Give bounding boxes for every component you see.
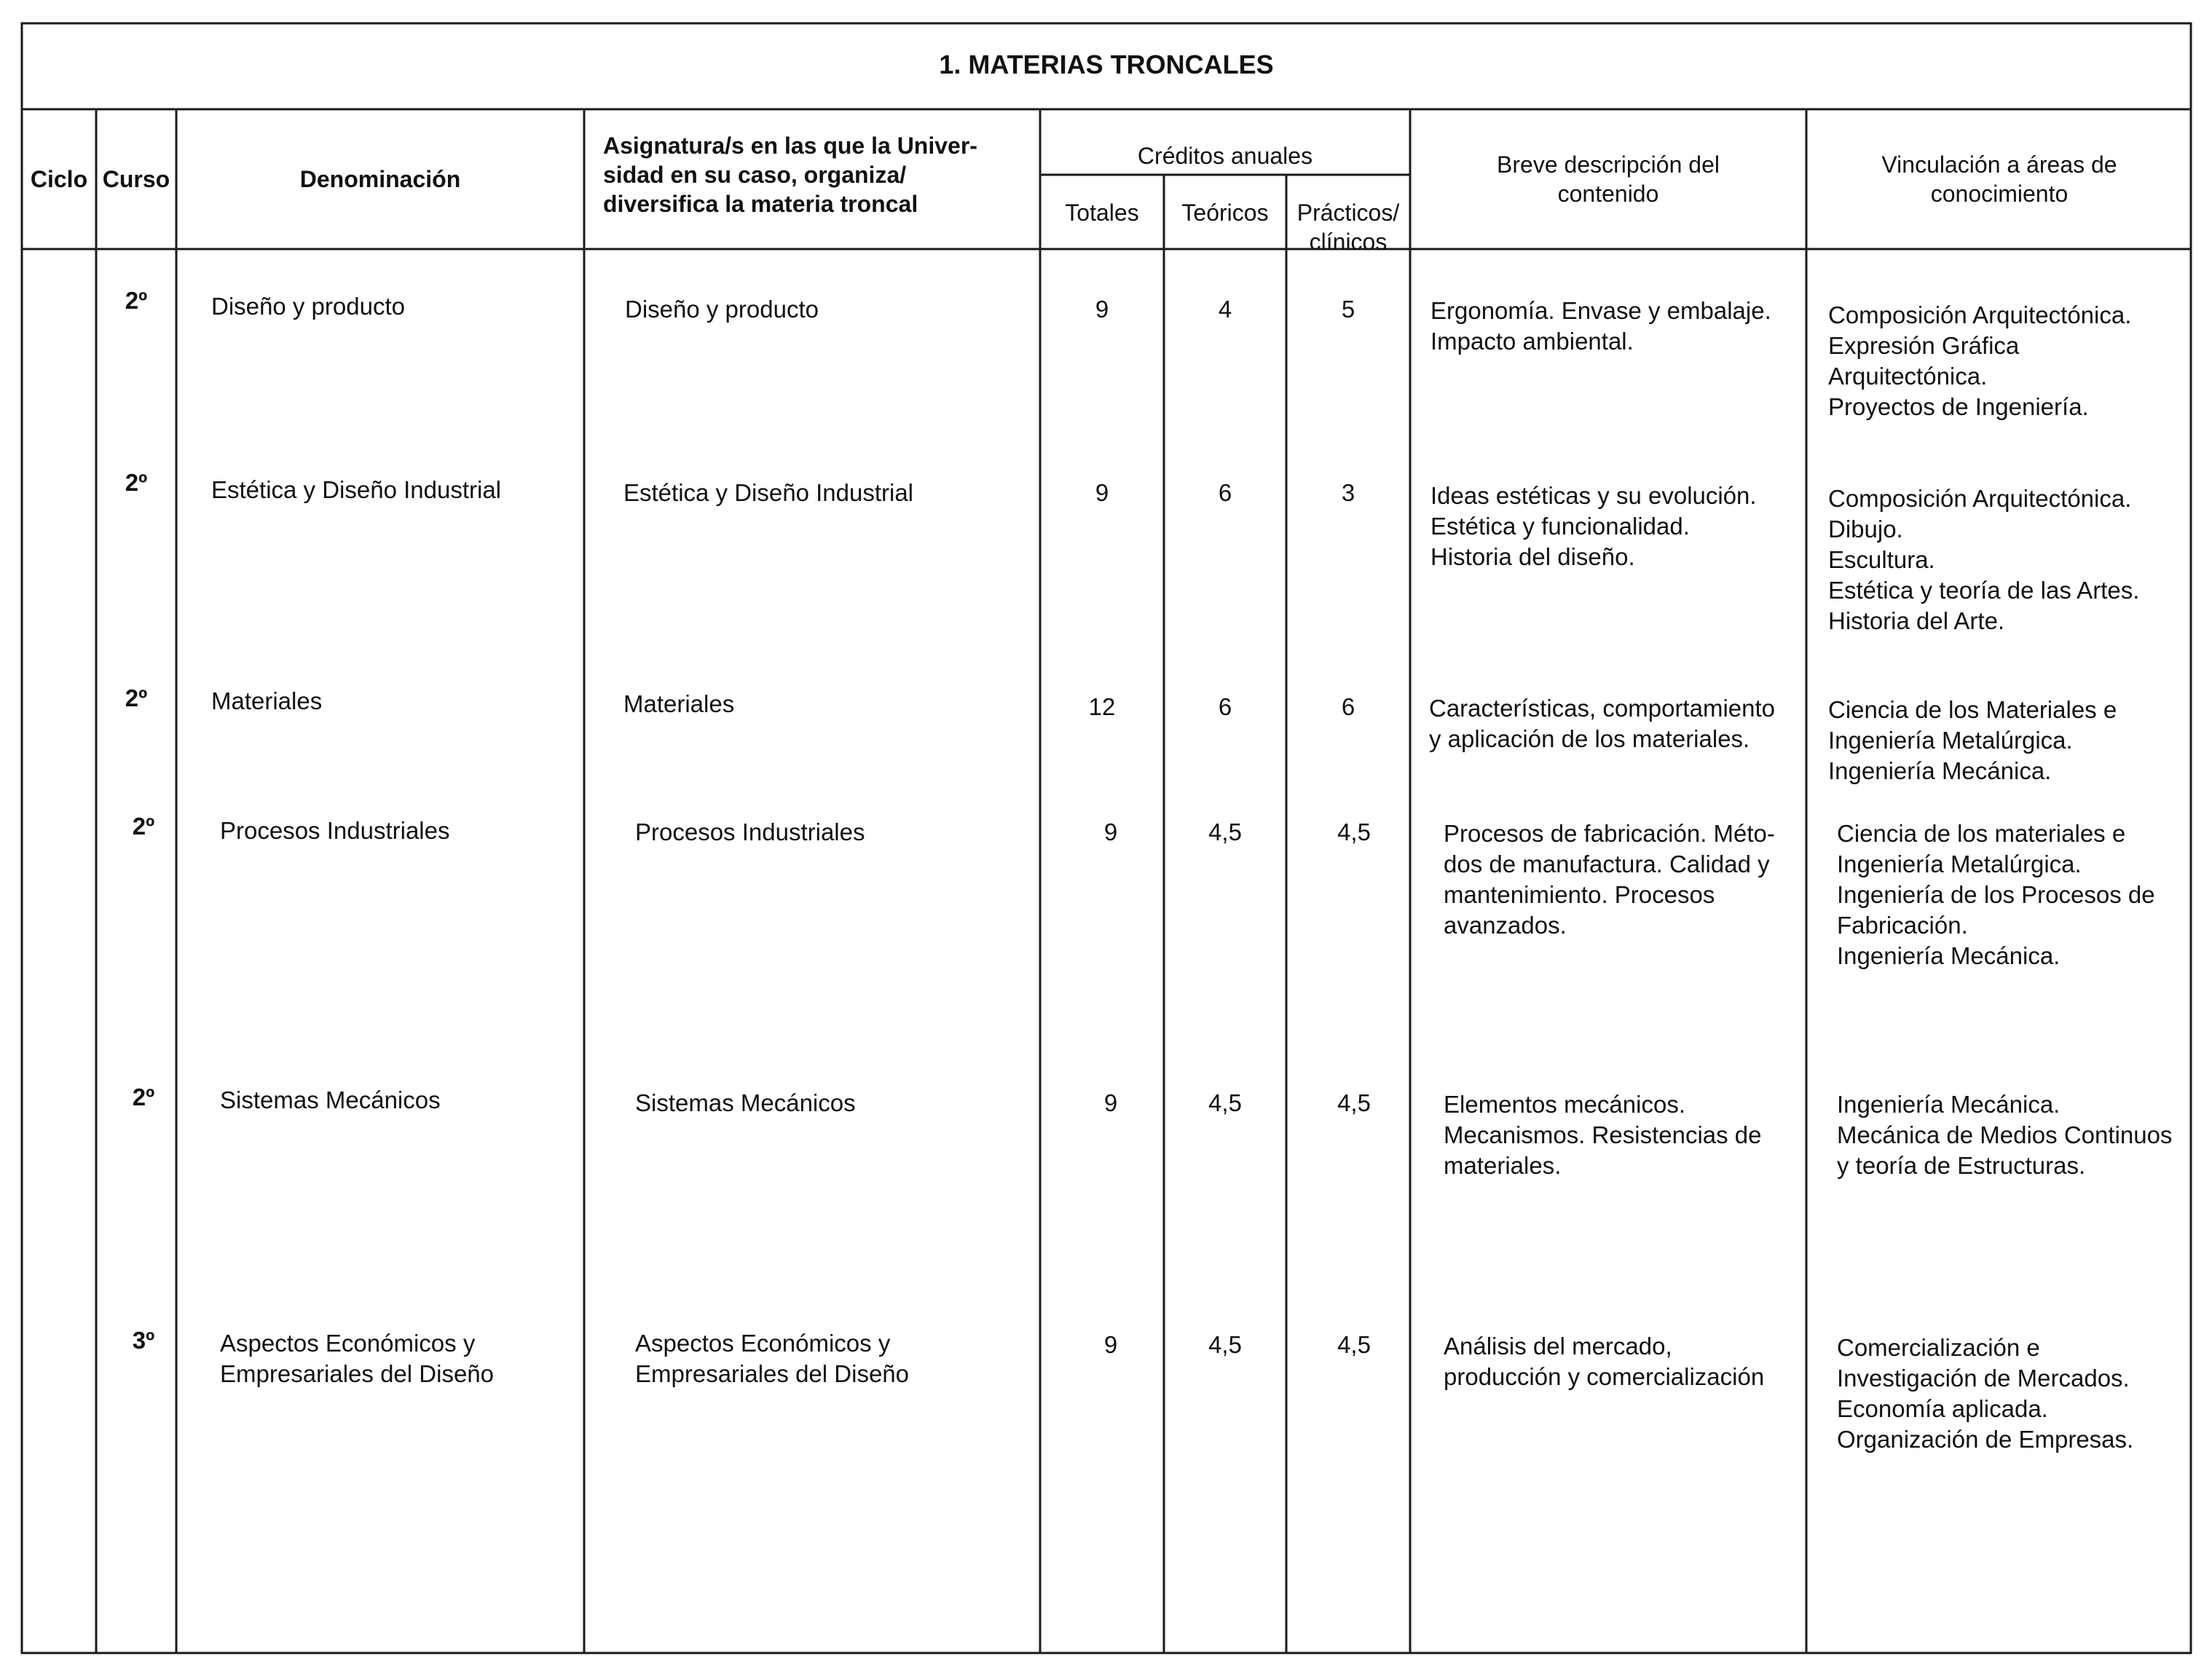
row-6-teoricos: 4,5 (1208, 1331, 1242, 1358)
header-curso: Curso (102, 166, 170, 192)
row-2-denominacion: Estética y Diseño Industrial (211, 476, 502, 503)
header-totales: Totales (1065, 200, 1139, 226)
header-asignatura: Asignatura/s en las que la Univer- sidad en su caso, organiza/ diversifica la materia troncal (603, 133, 977, 217)
row-4-totales: 9 (1103, 818, 1118, 845)
row-5-totales: 9 (1103, 1089, 1118, 1116)
row-3-teoricos: 6 (1218, 693, 1232, 720)
row-2-curso: 2º (125, 469, 148, 496)
row-6-descripcion: Análisis del mercado, producción y comercialización (1444, 1333, 1765, 1390)
row-4-vinculacion: Ciencia de los materiales e Ingeniería Metalúrgica. Ingeniería de los Procesos de Fabricación. Ingeniería Mecánica. (1837, 820, 2155, 969)
row-2-descripcion: Ideas estéticas y su evolución. Estética y funcionalidad. Historia del diseño. (1430, 482, 1757, 570)
row-2-practicos: 3 (1341, 479, 1355, 506)
row-6-vinculacion: Comercialización e Investigación de Mercados. Economía aplicada. Organización de Empresas. (1837, 1334, 2134, 1453)
header-teoricos: Teóricos (1181, 200, 1269, 226)
header-creditos-anuales: Créditos anuales (1137, 143, 1313, 169)
row-1-practicos: 5 (1341, 296, 1355, 323)
row-6-denominacion: Aspectos Económicos y Empresariales del Diseño (220, 1330, 495, 1387)
row-2-teoricos: 6 (1218, 479, 1232, 506)
row-3-practicos: 6 (1341, 693, 1355, 720)
table-title: 1. MATERIAS TRONCALES (939, 50, 1274, 79)
row-6-asignatura: Aspectos Económicos y Empresariales del Diseño (635, 1330, 910, 1387)
row-2-totales: 9 (1095, 479, 1109, 506)
row-3-vinculacion: Ciencia de los Materiales e Ingeniería Metalúrgica. Ingeniería Mecánica. (1828, 696, 2117, 784)
row-4-curso: 2º (132, 813, 155, 840)
row-3-totales: 12 (1088, 693, 1116, 720)
row-3-denominacion: Materiales (211, 687, 323, 714)
row-1-curso: 2º (125, 287, 148, 314)
header-denominacion: Denominación (299, 166, 461, 192)
header-vinculacion: Vinculación a áreas de conocimiento (1881, 151, 2117, 207)
row-1-vinculacion: Composición Arquitectónica. Expresión Gráfica Arquitectónica. Proyectos de Ingeniería. (1828, 301, 2132, 420)
row-4-practicos: 4,5 (1337, 818, 1371, 845)
row-1-totales: 9 (1095, 296, 1109, 323)
row-5-denominacion: Sistemas Mecánicos (220, 1086, 441, 1113)
row-4-teoricos: 4,5 (1208, 818, 1242, 845)
row-1-asignatura: Diseño y producto (625, 296, 819, 323)
header-practicos: Prácticos/ clínicos (1296, 200, 1400, 255)
row-4-denominacion: Procesos Industriales (220, 817, 450, 844)
header-ciclo: Ciclo (30, 166, 88, 192)
row-5-vinculacion: Ingeniería Mecánica. Mecánica de Medios Continuos y teoría de Estructuras. (1837, 1091, 2173, 1179)
row-5-descripcion: Elementos mecánicos. Mecanismos. Resistencias de materiales. (1444, 1091, 1762, 1179)
row-4-asignatura: Procesos Industriales (635, 818, 865, 845)
row-5-asignatura: Sistemas Mecánicos (635, 1089, 856, 1116)
row-1-denominacion: Diseño y producto (211, 293, 405, 320)
row-3-asignatura: Materiales (623, 690, 735, 717)
materias-troncales-table (20, 22, 2192, 1654)
row-6-curso: 3º (132, 1327, 155, 1354)
row-2-vinculacion: Composición Arquitectónica. Dibujo. Escultura. Estética y teoría de las Artes. Historia del Arte. (1828, 485, 2140, 634)
row-5-teoricos: 4,5 (1208, 1089, 1242, 1116)
row-1-descripcion: Ergonomía. Envase y embalaje. Impacto ambiental. (1430, 297, 1771, 355)
row-5-curso: 2º (132, 1084, 155, 1110)
row-6-practicos: 4,5 (1337, 1331, 1371, 1358)
header-descripcion: Breve descripción del contenido (1497, 151, 1720, 207)
row-3-descripcion: Características, comportamiento y aplicación de los materiales. (1429, 695, 1776, 752)
row-3-curso: 2º (125, 684, 148, 711)
row-5-practicos: 4,5 (1337, 1089, 1371, 1116)
row-4-descripcion: Procesos de fabricación. Méto- dos de manufactura. Calidad y mantenimiento. Procesos avanzados. (1444, 820, 1775, 939)
row-6-totales: 9 (1103, 1331, 1118, 1358)
row-1-teoricos: 4 (1218, 296, 1232, 323)
row-2-asignatura: Estética y Diseño Industrial (623, 479, 914, 506)
